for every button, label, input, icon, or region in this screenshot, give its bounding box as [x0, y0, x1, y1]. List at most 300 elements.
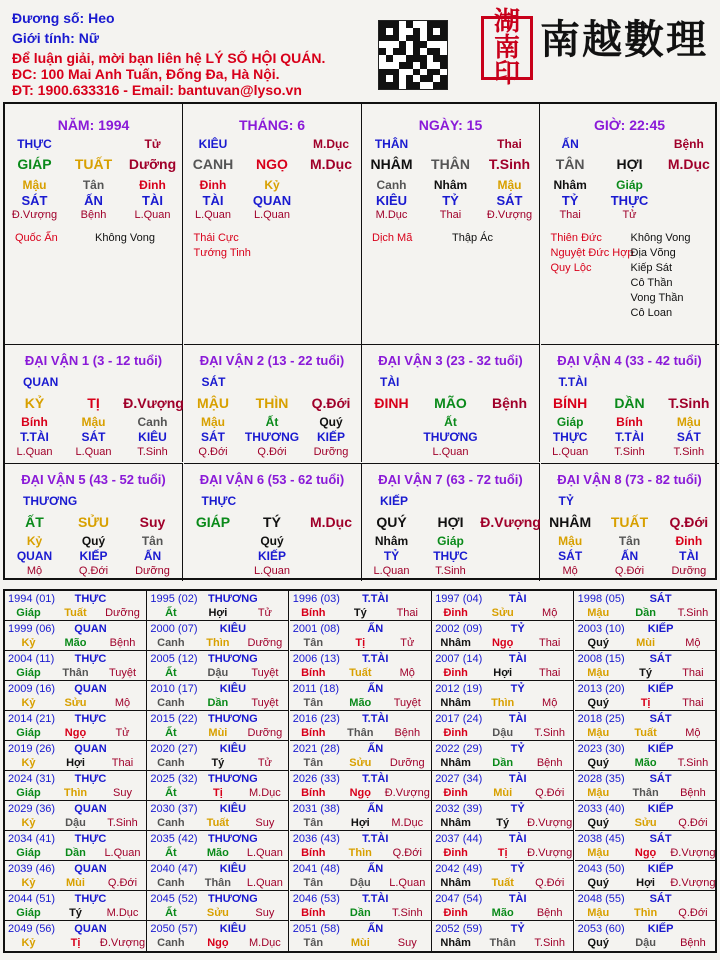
year-detail: Quý — [587, 757, 609, 769]
year-details — [290, 607, 431, 619]
year-god: THƯƠNG — [208, 593, 258, 605]
year-detail: Bệnh — [394, 727, 421, 739]
year-label: 2022 (29) — [435, 743, 483, 755]
year-god: T.TÀI — [362, 773, 389, 785]
year-details — [5, 787, 146, 799]
year-detail: Mùi — [636, 637, 656, 649]
year-detail: Tị — [212, 787, 223, 799]
year-god: TỶ — [510, 683, 525, 695]
year-detail: Q.Đới — [678, 817, 708, 829]
year-detail: Hợi — [493, 667, 513, 679]
year-cell[interactable] — [432, 651, 574, 681]
year-detail: Mộ — [542, 697, 558, 709]
row-r3 — [5, 178, 182, 192]
year-cell[interactable] — [5, 741, 147, 771]
cell: NGỌ — [256, 156, 288, 172]
year-cell[interactable] — [5, 651, 147, 681]
year-detail: Tân — [303, 937, 324, 949]
star-item: Thiên Đức — [550, 232, 602, 244]
year-detail: Nhâm — [440, 697, 471, 709]
year-detail: Thai — [538, 637, 561, 649]
year-label: 2040 (47) — [150, 863, 198, 875]
cell: SÁT — [558, 549, 583, 563]
year-cell[interactable] — [5, 921, 147, 951]
cell: Bính — [616, 415, 643, 429]
cell: M.Dục — [310, 156, 352, 172]
year-god: TÀI — [508, 713, 527, 725]
year-god: QUAN — [74, 863, 107, 875]
year-cell[interactable] — [147, 681, 289, 711]
cell: SÁT — [496, 193, 523, 208]
cell: Bính — [21, 415, 48, 429]
year-cell[interactable] — [432, 621, 574, 651]
year-detail: Thìn — [206, 637, 230, 649]
year-cell[interactable] — [5, 681, 147, 711]
year-cell[interactable] — [575, 591, 717, 621]
cell: SỬU — [77, 514, 110, 530]
year-detail: Ngọ — [491, 637, 514, 649]
cell: Ất — [444, 415, 457, 429]
year-cell[interactable] — [432, 891, 574, 921]
year-god: KIẾP — [647, 623, 674, 635]
year-detail: Tuất — [491, 877, 514, 889]
cell: L.Quan — [134, 209, 171, 221]
year-cell[interactable] — [290, 861, 432, 891]
year-detail: Tuất — [206, 817, 230, 829]
row-r5 — [362, 209, 539, 221]
star-item: Tướng Tinh — [193, 247, 251, 259]
dai-van-2[interactable] — [184, 344, 362, 462]
cell: TÀI — [142, 193, 163, 208]
year-cell[interactable] — [432, 801, 574, 831]
year-details — [290, 667, 431, 679]
year-cell[interactable] — [5, 891, 147, 921]
year-cell[interactable] — [432, 741, 574, 771]
year-detail: Hợi — [208, 607, 228, 619]
year-label: 2052 (59) — [435, 923, 483, 935]
star-item: Quy Lộc — [550, 262, 592, 274]
bad-stars — [631, 231, 691, 321]
year-cell[interactable] — [575, 621, 717, 651]
year-cell[interactable] — [290, 741, 432, 771]
dai-van-7[interactable] — [362, 463, 540, 581]
pillar-1 — [5, 104, 183, 344]
year-cell[interactable] — [575, 891, 717, 921]
year-detail: Thai — [396, 607, 418, 619]
year-cell[interactable] — [290, 891, 432, 921]
row-dr2 — [541, 395, 719, 411]
year-details — [290, 637, 431, 649]
year-cell[interactable] — [5, 621, 147, 651]
year-cell[interactable] — [432, 861, 574, 891]
year-cell[interactable] — [290, 681, 432, 711]
year-details — [575, 607, 717, 619]
dai-van-1[interactable] — [5, 344, 183, 462]
row-dr2 — [184, 395, 361, 411]
cell: Tân — [82, 178, 105, 192]
year-detail: T.Sinh — [534, 727, 565, 739]
year-label: 2005 (12) — [150, 653, 198, 665]
row-dr5 — [184, 446, 361, 458]
year-cell[interactable] — [575, 861, 717, 891]
star-item: Cô Thần — [630, 277, 673, 289]
year-detail: Dưỡng — [105, 607, 140, 619]
year-cell[interactable] — [147, 921, 289, 951]
year-detail: Dần — [492, 757, 514, 769]
year-detail: Nhâm — [440, 937, 471, 949]
cell: Canh — [137, 415, 168, 429]
year-cell[interactable] — [290, 801, 432, 831]
dai-van-star: SÁT — [201, 375, 226, 389]
year-detail: Tị — [355, 637, 366, 649]
dai-van-star: QUAN — [23, 375, 59, 389]
dai-van-title: ĐẠI VẬN 8 (73 - 82 tuổi) — [557, 472, 702, 487]
cell: Dưỡng — [313, 446, 349, 458]
year-detail: Bính — [301, 607, 326, 619]
year-detail: Đinh — [443, 907, 468, 919]
phone-email-line[interactable]: ĐT: 1900.633316 - Email: bantuvan@lyso.vn — [12, 82, 302, 98]
year-detail: Q.Đới — [535, 787, 565, 799]
year-cell[interactable] — [147, 891, 289, 921]
year-detail: Quý — [587, 697, 609, 709]
year-label: 2026 (33) — [292, 773, 340, 785]
year-detail: Mùi — [208, 727, 228, 739]
year-details — [432, 847, 573, 859]
cell — [480, 415, 538, 429]
year-god: QUAN — [74, 923, 107, 935]
year-god: TÀI — [508, 773, 527, 785]
cell: KIẾP — [257, 549, 286, 563]
year-label: 2027 (34) — [435, 773, 483, 785]
year-cell[interactable] — [5, 771, 147, 801]
year-details — [432, 757, 573, 769]
year-cell[interactable] — [290, 621, 432, 651]
year-detail: Tử — [257, 607, 272, 619]
row-dr3 — [184, 534, 361, 548]
year-detail: Mậu — [587, 907, 610, 919]
year-details — [432, 607, 573, 619]
star-item: Vong Thần — [630, 292, 684, 304]
year-cell[interactable] — [290, 771, 432, 801]
cell: Đinh — [199, 178, 227, 192]
cell: Thai — [559, 209, 581, 221]
year-cell[interactable] — [5, 861, 147, 891]
cell: KIÊU — [138, 430, 167, 444]
cell: Đinh — [139, 178, 166, 192]
row-dr3 — [5, 415, 182, 429]
year-detail: Đinh — [443, 667, 468, 679]
dai-van-star: KIẾP — [380, 494, 409, 508]
year-detail: Đinh — [443, 607, 468, 619]
cell: L.Quan — [194, 209, 232, 221]
row-r2 — [184, 156, 361, 172]
year-god: SÁT — [649, 713, 672, 725]
year-details — [575, 877, 717, 889]
year-details — [575, 727, 717, 739]
year-detail: T.Sinh — [677, 757, 709, 769]
year-detail: Quý — [587, 877, 609, 889]
year-cell[interactable] — [5, 591, 147, 621]
year-label: 2021 (28) — [292, 743, 340, 755]
cell — [184, 549, 242, 563]
year-cell[interactable] — [432, 681, 574, 711]
year-detail: Tị — [497, 847, 508, 859]
year-label: 2029 (36) — [8, 803, 56, 815]
year-detail: Tuất — [64, 607, 87, 619]
year-detail: Quý — [587, 937, 609, 949]
year-cell[interactable] — [432, 921, 574, 951]
year-detail: Giáp — [16, 847, 41, 859]
year-detail: Kỷ — [21, 817, 36, 829]
row-dr4 — [541, 549, 719, 563]
cell: T.Sinh — [488, 156, 531, 172]
year-cell[interactable] — [147, 621, 289, 651]
dai-van-title: ĐẠI VẬN 4 (33 - 42 tuổi) — [557, 353, 702, 368]
cell — [64, 137, 122, 151]
row-dr2 — [362, 514, 539, 530]
cell: Mậu — [201, 415, 225, 429]
cell: Mậu — [676, 415, 701, 429]
year-cell[interactable] — [575, 771, 717, 801]
cell: ẤN — [561, 137, 579, 151]
cell: T.Sinh — [435, 565, 466, 577]
cell: MÃO — [434, 395, 467, 411]
cell — [659, 193, 718, 208]
year-cell[interactable] — [147, 711, 289, 741]
year-detail: Bệnh — [536, 907, 563, 919]
year-detail: Tân — [303, 877, 324, 889]
year-detail: Thai — [682, 697, 704, 709]
cell: Thai — [439, 209, 462, 221]
year-label: 1994 (01) — [8, 593, 56, 605]
star-item: Địa Võng — [630, 247, 676, 259]
year-cell[interactable] — [575, 741, 717, 771]
cell: BÍNH — [553, 395, 588, 411]
dai-van-4[interactable] — [541, 344, 719, 462]
year-god: KIẾP — [647, 923, 674, 935]
year-god: KIÊU — [219, 743, 247, 755]
year-detail: Giáp — [16, 607, 41, 619]
dai-van-star: TÀI — [380, 375, 400, 389]
year-detail: Nhâm — [440, 877, 471, 889]
year-label: 2043 (50) — [577, 863, 625, 875]
year-god: ẤN — [367, 623, 384, 635]
cell: T.TÀI — [615, 430, 644, 444]
year-cell[interactable] — [290, 711, 432, 741]
year-label: 2015 (22) — [150, 713, 198, 725]
year-detail: Hợi — [350, 817, 370, 829]
year-cell[interactable] — [432, 591, 574, 621]
qr-code-icon[interactable] — [378, 20, 448, 90]
year-detail: Thai — [538, 667, 561, 679]
cell: Q.Đới — [198, 446, 228, 458]
row-dr4 — [541, 430, 719, 444]
year-detail: Quý — [587, 637, 609, 649]
year-cell[interactable] — [432, 831, 574, 861]
cell: TỶ — [442, 193, 459, 208]
year-detail: Dậu — [207, 667, 229, 679]
year-detail: Ngọ — [634, 847, 657, 859]
cell: ẤN — [84, 193, 103, 208]
year-cell[interactable] — [147, 861, 289, 891]
year-details — [432, 877, 573, 889]
year-cell[interactable] — [432, 711, 574, 741]
year-god: TÀI — [508, 593, 527, 605]
annual-table — [3, 589, 717, 953]
cell — [362, 415, 420, 429]
year-god: KIÊU — [219, 623, 247, 635]
cell: THỰC — [433, 549, 468, 563]
row-dr4 — [184, 549, 361, 563]
dai-van-8[interactable] — [541, 463, 719, 581]
year-detail: Tuyệt — [251, 697, 279, 709]
year-detail: Kỷ — [21, 937, 36, 949]
year-god: THỰC — [74, 713, 107, 725]
year-detail: Ngọ — [64, 727, 87, 739]
cell: SÁT — [81, 430, 106, 444]
cell: Dưỡng — [671, 565, 707, 577]
cell: Suy — [139, 514, 166, 530]
year-label: 2044 (51) — [8, 893, 56, 905]
dai-van-5[interactable] — [5, 463, 183, 581]
year-cell[interactable] — [432, 771, 574, 801]
year-cell[interactable] — [5, 801, 147, 831]
year-detail: Giáp — [16, 727, 41, 739]
year-god: QUAN — [74, 743, 107, 755]
year-details — [5, 667, 146, 679]
star-item: Kiếp Sát — [630, 262, 673, 274]
cell: THƯƠNG — [244, 430, 300, 444]
year-god: THƯƠNG — [208, 773, 258, 785]
year-detail: Nhâm — [440, 817, 471, 829]
year-detail: Đ.Vượng — [384, 787, 430, 799]
cell: TỊ — [87, 395, 100, 411]
year-detail: Ất — [165, 847, 177, 859]
year-cell[interactable] — [575, 651, 717, 681]
year-detail: Đ.Vượng — [99, 937, 146, 949]
year-details — [575, 817, 717, 829]
cell: KIẾP — [316, 430, 345, 444]
dai-van-title: ĐẠI VẬN 6 (53 - 62 tuổi) — [199, 472, 345, 487]
year-detail: Thân — [204, 877, 232, 889]
year-details — [290, 907, 431, 919]
year-god: TÀI — [508, 893, 527, 905]
year-cell[interactable] — [575, 921, 717, 951]
year-details — [432, 787, 573, 799]
year-cell[interactable] — [290, 921, 432, 951]
year-cell[interactable] — [147, 651, 289, 681]
year-detail: Ất — [165, 727, 177, 739]
cell: Đ.Vượng — [486, 209, 533, 221]
year-label: 1999 (06) — [8, 623, 56, 635]
year-god: SÁT — [649, 593, 672, 605]
year-detail: Canh — [157, 817, 185, 829]
year-detail: Tử — [115, 727, 130, 739]
year-cell[interactable] — [147, 801, 289, 831]
year-cell[interactable] — [5, 711, 147, 741]
year-detail: Q.Đới — [678, 907, 708, 919]
cell — [480, 446, 538, 458]
dai-van-title: ĐẠI VẬN 5 (43 - 52 tuổi) — [21, 472, 166, 487]
year-detail: Tị — [640, 697, 651, 709]
year-label: 2033 (40) — [577, 803, 625, 815]
year-detail: Tý — [496, 817, 510, 829]
year-god: TỶ — [510, 743, 525, 755]
row-r3 — [541, 178, 719, 192]
cell: Dưỡng — [128, 156, 177, 172]
row-dr2 — [362, 395, 539, 411]
year-label: 2050 (57) — [150, 923, 198, 935]
year-detail: Ất — [165, 907, 177, 919]
year-details — [147, 817, 288, 829]
year-god: T.TÀI — [362, 653, 389, 665]
cell: Mậu — [22, 178, 47, 192]
cell — [302, 209, 360, 221]
year-detail: Đ.Vượng — [527, 847, 573, 859]
year-cell[interactable] — [575, 681, 717, 711]
year-label: 2037 (44) — [435, 833, 483, 845]
year-god: THỰC — [74, 893, 107, 905]
cell: Canh — [376, 178, 407, 192]
year-details — [575, 907, 717, 919]
year-cell[interactable] — [290, 651, 432, 681]
cell: Quý — [81, 534, 106, 548]
dai-van-title: ĐẠI VẬN 1 (3 - 12 tuổi) — [24, 353, 163, 368]
year-god: QUAN — [74, 683, 107, 695]
year-detail: Thân — [489, 937, 516, 949]
year-cell[interactable] — [147, 771, 289, 801]
year-cell[interactable] — [575, 831, 717, 861]
year-detail: Mộ — [399, 667, 415, 679]
year-label: 2051 (58) — [292, 923, 340, 935]
year-cell[interactable] — [147, 741, 289, 771]
year-god: THƯƠNG — [208, 893, 258, 905]
year-detail: Mão — [64, 637, 87, 649]
year-god: KIẾP — [647, 863, 674, 875]
year-cell[interactable] — [575, 801, 717, 831]
year-detail: Mùi — [350, 937, 370, 949]
row-dr4 — [5, 549, 182, 563]
year-cell[interactable] — [290, 831, 432, 861]
cell: M.Dục — [375, 209, 408, 221]
year-detail: Quý — [587, 817, 609, 829]
year-label: 1998 (05) — [577, 593, 625, 605]
cell: TÝ — [263, 514, 281, 530]
year-cell[interactable] — [147, 591, 289, 621]
year-detail: Mộ — [685, 637, 701, 649]
cell: GIÁP — [195, 514, 231, 530]
dai-van-6[interactable] — [184, 463, 362, 581]
year-cell[interactable] — [575, 711, 717, 741]
year-detail: Mão — [206, 847, 229, 859]
year-details — [575, 697, 717, 709]
row-r4 — [541, 193, 719, 208]
cell: L.Quan — [75, 446, 112, 458]
row-dr3 — [541, 415, 719, 429]
dai-van-3[interactable] — [362, 344, 540, 462]
star-item: Dịch Mã — [372, 232, 413, 244]
year-detail: Tuất — [634, 727, 657, 739]
cell — [600, 137, 659, 151]
year-god: QUAN — [74, 623, 107, 635]
year-detail: Thìn — [633, 907, 658, 919]
year-cell[interactable] — [5, 831, 147, 861]
year-god: TÀI — [508, 653, 527, 665]
year-details — [575, 757, 717, 769]
year-cell[interactable] — [290, 591, 432, 621]
cell: T.Sinh — [614, 446, 645, 458]
year-cell[interactable] — [147, 831, 289, 861]
